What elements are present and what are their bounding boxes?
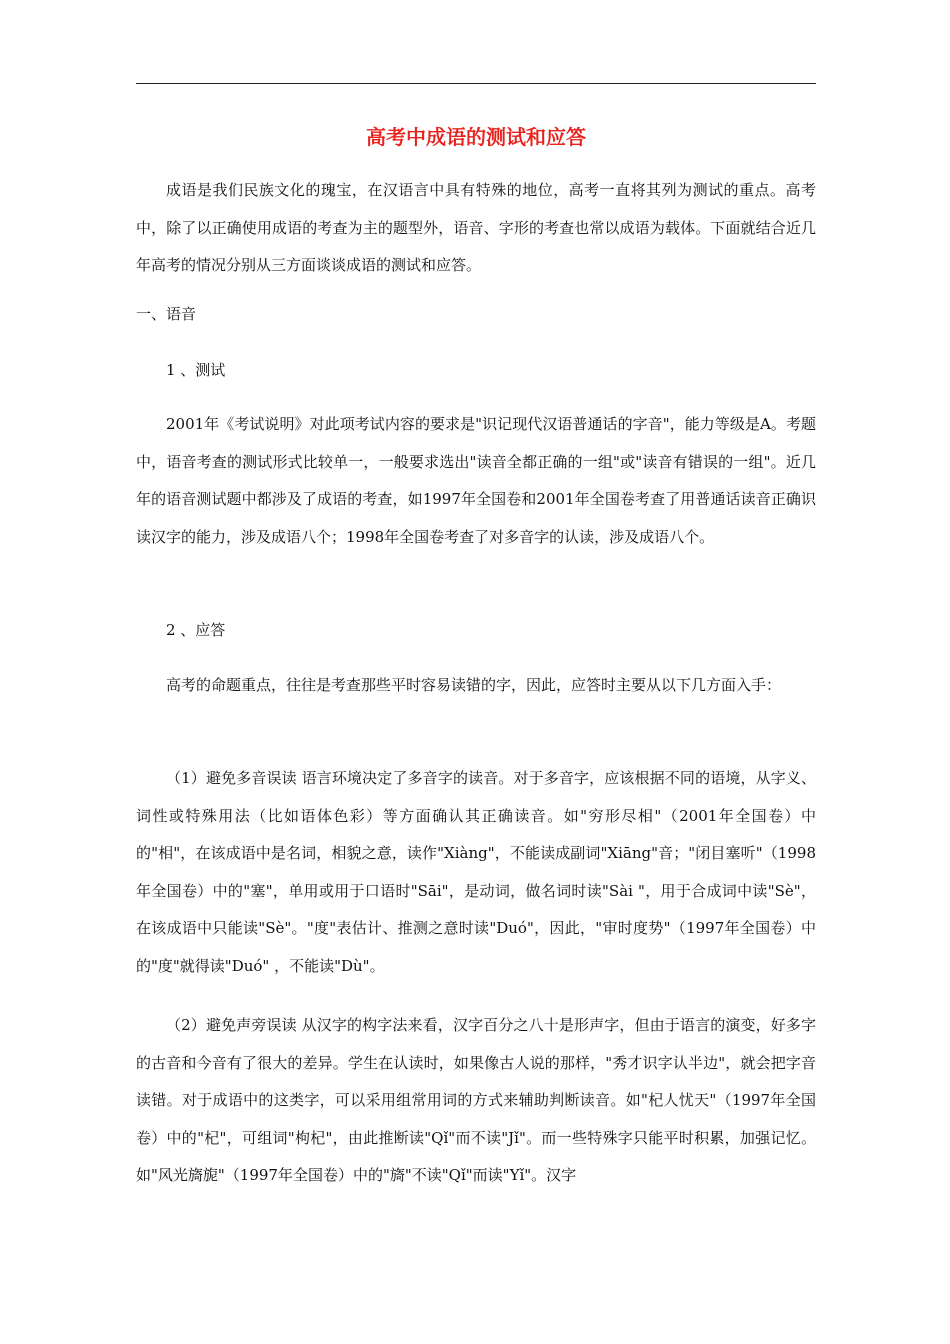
section-heading-pronunciation: 一、语音: [136, 305, 197, 323]
document-title: 高考中成语的测试和应答: [366, 125, 586, 149]
point-2-paragraph: （2）避免声旁误读 从汉字的构字法来看，汉字百分之八十是形声字，但由于语言的演变，好多字的古音和今音有了很大的差异。学生在认读时，如果像古人说的那样，"秀才识字认半边"，就会把字音读错。对于成语中的这类字，可以采用组常用词的方式来辅助判断读音。如"杞人忧天"（1997年全国卷）中的"杞"，可组词"枸杞"，由此推断读"Qǐ"而不读"Jǐ"。而一些特殊字只能平时积累，加强记忆。如"风光旖旎"（1997年全国卷）中的"旖"不读"Qǐ"而读"Yǐ"。汉字: [136, 1016, 816, 1184]
point-1-paragraph: （1）避免多音误读 语言环境决定了多音字的读音。对于多音字，应该根据不同的语境，从字义、词性或特殊用法（比如语体色彩）等方面确认其正确读音。如"穷形尽相"（2001年全国卷）中的"相"，在该成语中是名词，相貌之意，读作"Xiàng"，不能读成副词"Xiāng"音；"闭目塞听"（1998年全国卷）中的"塞"，单用或用于口语时"Sāi"，是动词，做名词时读"Sài "，用于合成词中读"Sè"，在该成语中只能读"Sè"。"度"表估计、推测之意时读"Duó"，因此，"审时度势"（1997年全国卷）中的"度"就得读"Duó" ，不能读"Dù"。: [136, 769, 816, 975]
intro-paragraph: 成语是我们民族文化的瑰宝，在汉语言中具有特殊的地位，高考一直将其列为测试的重点。高考中，除了以正确使用成语的考查为主的题型外，语音、字形的考查也常以成语为载体。下面就结合近几年高考的情况分别从三方面谈谈成语的测试和应答。: [136, 181, 816, 274]
answer-intro-paragraph: 高考的命题重点，往往是考查那些平时容易读错的字，因此，应答时主要从以下几方面入手：: [166, 676, 782, 694]
subheading-test: 1 、测试: [166, 361, 226, 379]
test-paragraph: 2001年《考试说明》对此项考试内容的要求是"识记现代汉语普通话的字音"，能力等级是A。考题中，语音考查的测试形式比较单一，一般要求选出"读音全都正确的一组"或"读音有错误的一组"。近几年的语音测试题中都涉及了成语的考查，如1997年全国卷和2001年全国卷考查了用普通话读音正确识读汉字的能力，涉及成语八个；1998年全国卷考查了对多音字的认读，涉及成语八个。: [136, 415, 816, 546]
subheading-answer: 2 、应答: [166, 621, 226, 639]
header-rule: [136, 83, 816, 84]
